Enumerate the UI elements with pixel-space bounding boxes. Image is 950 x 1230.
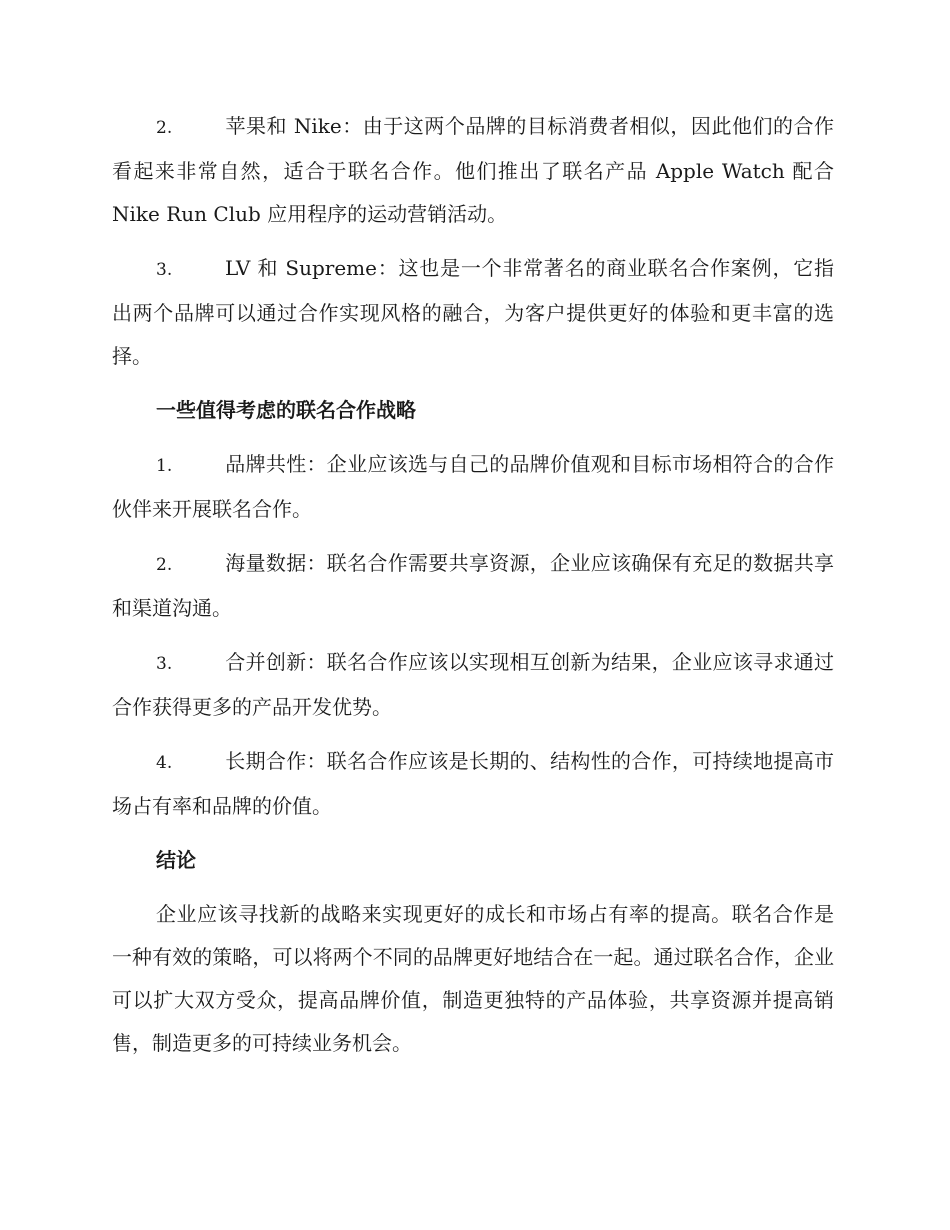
- list-text: LV 和 Supreme：这也是一个非常著名的商业联名合作案例，它指出两个品牌可以通过合作实现风格的融合，为客户提供更好的体验和更丰富的选择。: [112, 256, 834, 368]
- document-page: [112, 105, 834, 1065]
- list-item: [112, 641, 834, 729]
- list-item: [112, 105, 834, 236]
- section-heading: 一些值得考虑的联名合作战略: [156, 398, 416, 422]
- list-number: 1.: [156, 456, 173, 476]
- list-number: 3.: [156, 260, 173, 280]
- list-text: 海量数据：联名合作需要共享资源，企业应该确保有充足的数据共享和渠道沟通。: [112, 551, 834, 620]
- list-item: [112, 740, 834, 828]
- list-item: [112, 443, 834, 531]
- list-number: 2.: [156, 555, 173, 575]
- list-item: [112, 247, 834, 378]
- section-heading: 结论: [156, 848, 196, 872]
- list-text: 苹果和 Nike：由于这两个品牌的目标消费者相似，因此他们的合作看起来非常自然，适合于联名合作。他们推出了联名产品 Apple Watch 配合 Nike Run Club 应用程序的运动营销活动。: [112, 114, 834, 226]
- list-number: 2.: [156, 118, 173, 138]
- list-text: 品牌共性：企业应该选与自己的品牌价值观和目标市场相符合的合作伙伴来开展联名合作。: [112, 452, 834, 521]
- list-number: 4.: [156, 753, 173, 773]
- list-item: [112, 542, 834, 630]
- list-text: 长期合作：联名合作应该是长期的、结构性的合作，可持续地提高市场占有率和品牌的价值。: [112, 749, 834, 818]
- conclusion-paragraph: 企业应该寻找新的战略来实现更好的成长和市场占有率的提高。联名合作是一种有效的策略，可以将两个不同的品牌更好地结合在一起。通过联名合作，企业可以扩大双方受众，提高品牌价值，制造更独特的产品体验，共享资源并提高销售，制造更多的可持续业务机会。: [112, 902, 834, 1055]
- list-text: 合并创新：联名合作应该以实现相互创新为结果，企业应该寻求通过合作获得更多的产品开发优势。: [112, 650, 834, 719]
- list-number: 3.: [156, 654, 173, 674]
